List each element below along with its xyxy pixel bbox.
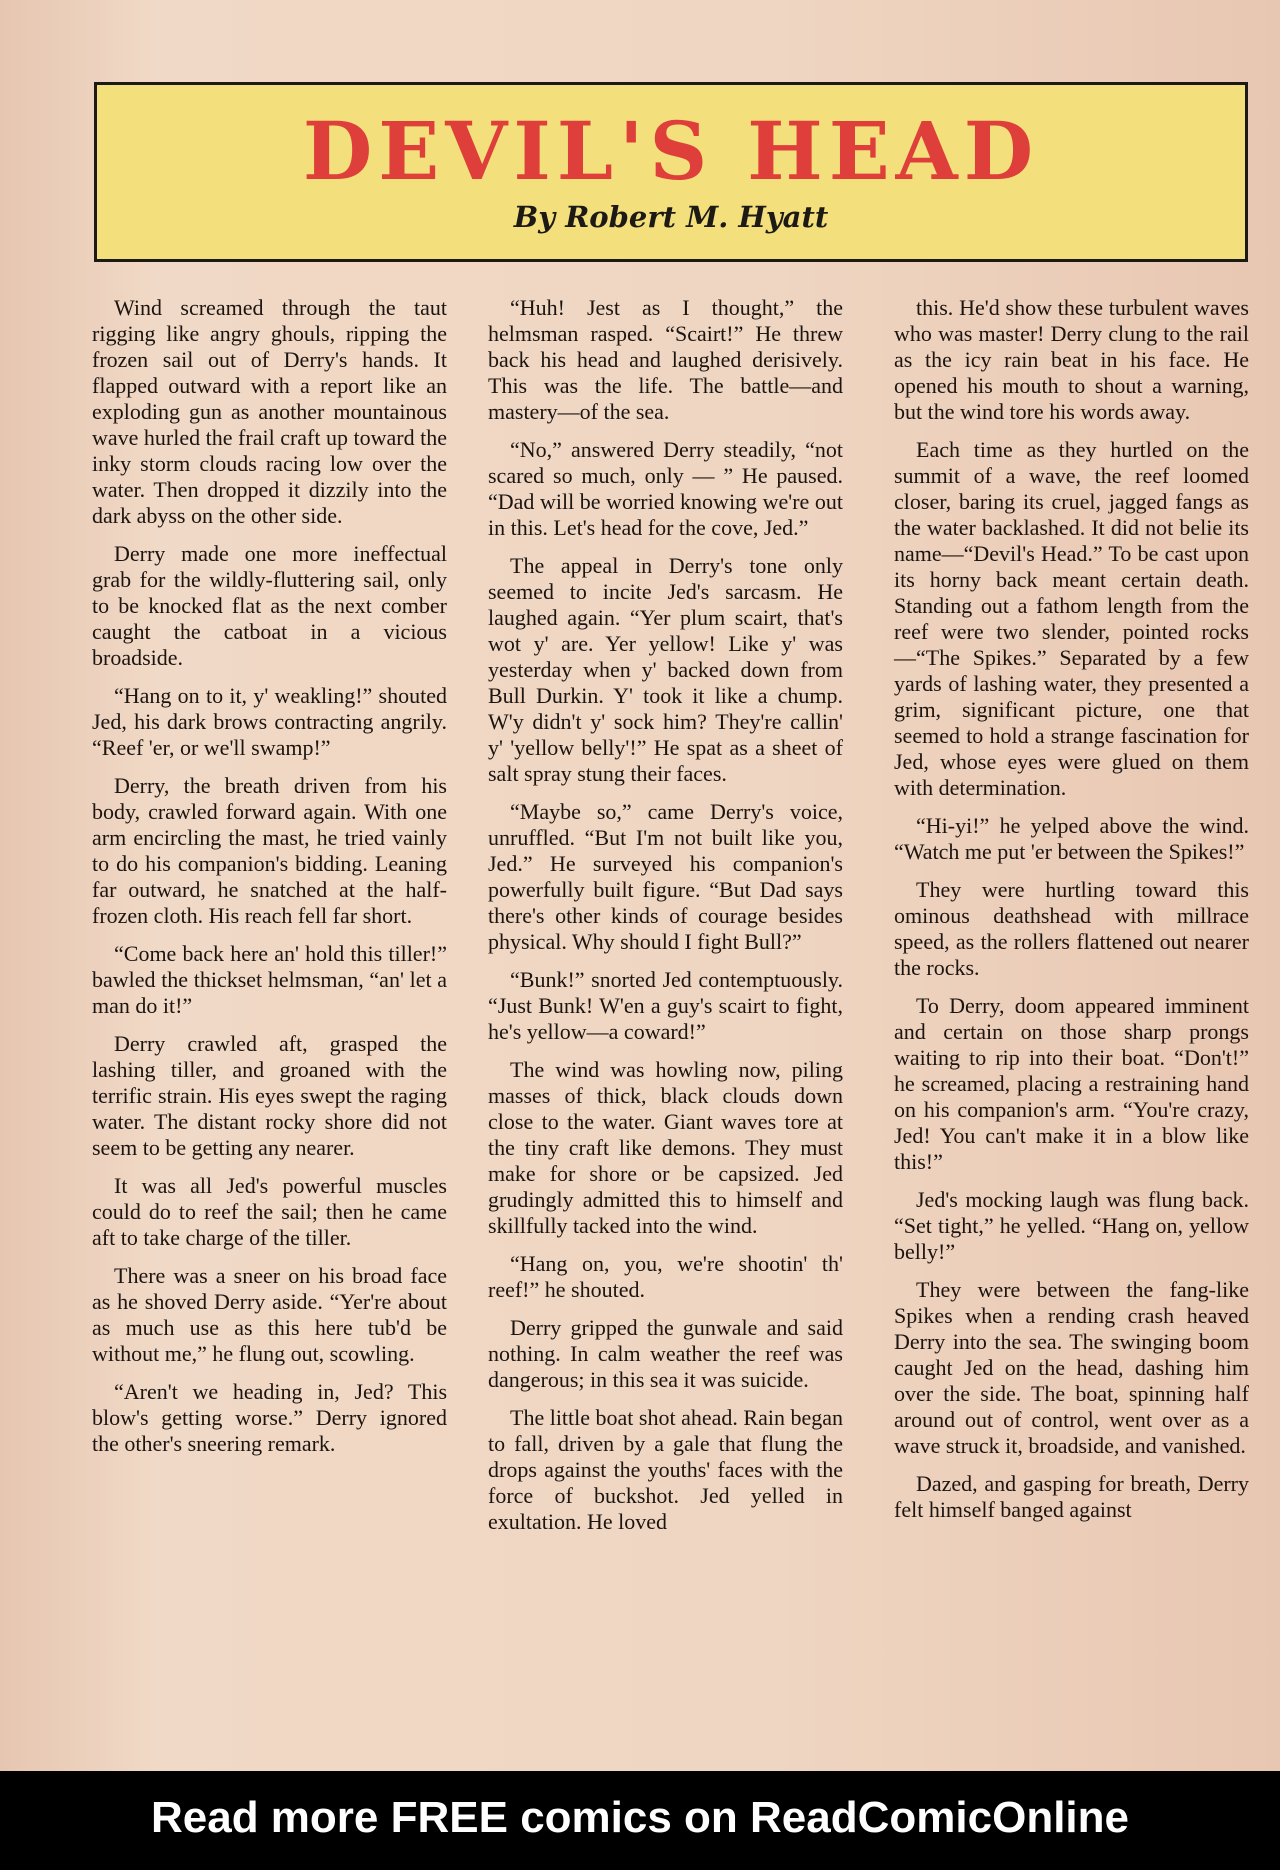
paragraph: “No,” answered Derry steadily, “not scared so much, only — ” He paused. “Dad will be worried knowing we're out in this. Let's head for the cove, Jed.”	[488, 437, 843, 540]
paragraph: Derry made one more ineffectual grab for the wildly-fluttering sail, only to be knocked flat as the next comber caught the catboat in a vicious broadside.	[92, 541, 447, 670]
promo-banner	[0, 1771, 1280, 1870]
paragraph: They were hurtling toward this ominous deathshead with millrace speed, as the rollers flattened out nearer the rocks.	[894, 877, 1249, 980]
text-column-1	[92, 295, 447, 1469]
paragraph: They were between the fang-like Spikes when a rending crash heaved Derry into the sea. The swinging boom caught Jed on the head, dashing him over the side. The boat, spinning half around out of control, went over as a wave struck it, broadside, and vanished.	[894, 1277, 1249, 1458]
text-column-2	[488, 295, 843, 1547]
paragraph: “Aren't we heading in, Jed? This blow's getting worse.” Derry ignored the other's sneering remark.	[92, 1379, 447, 1456]
promo-text: Read more FREE comics on ReadComicOnline	[150, 1793, 1129, 1842]
paragraph: “Hang on to it, y' weakling!” shouted Jed, his dark brows contracting angrily. “Reef 'er, or we'll swamp!”	[92, 683, 447, 760]
story-byline: By Robert M. Hyatt	[513, 200, 829, 234]
text-column-3	[894, 295, 1249, 1535]
paragraph: The little boat shot ahead. Rain began to fall, driven by a gale that flung the drops against the youths' faces with the force of buckshot. Jed yelled in exultation. He loved	[488, 1405, 843, 1534]
paragraph: Jed's mocking laugh was flung back. “Set tight,” he yelled. “Hang on, yellow belly!”	[894, 1187, 1249, 1264]
paragraph: Each time as they hurtled on the summit of a wave, the reef loomed closer, baring its cruel, jagged fangs as the water backlashed. It did not belie its name—“Devil's Head.” To be cast upon its horny back meant certain death. Standing out a fathom length from the reef were two slender, pointed rocks—“The Spikes.” Separated by a few yards of lashing water, they presented a grim, significant picture, one that seemed to hold a strange fascination for Jed, whose eyes were glued on them with determination.	[894, 437, 1249, 800]
paragraph: Dazed, and gasping for breath, Derry felt himself banged against	[894, 1471, 1249, 1522]
story-title: DEVIL'S HEAD	[302, 104, 1040, 198]
paragraph: To Derry, doom appeared imminent and certain on those sharp prongs waiting to rip into their boat. “Don't!” he screamed, placing a restraining hand on his companion's arm. “You're crazy, Jed! You can't make it in a blow like this!”	[894, 993, 1249, 1174]
paragraph: “Huh! Jest as I thought,” the helmsman rasped. “Scairt!” He threw back his head and laughed derisively. This was the life. The battle—and mastery—of the sea.	[488, 295, 843, 424]
paragraph: “Hi-yi!” he yelped above the wind. “Watch me put 'er between the Spikes!”	[894, 813, 1249, 864]
paragraph: “Bunk!” snorted Jed contemptuously. “Just Bunk! W'en a guy's scairt to fight, he's yellow—a coward!”	[488, 967, 843, 1044]
paragraph: Wind screamed through the taut rigging like angry ghouls, ripping the frozen sail out of Derry's hands. It flapped outward with a report like an exploding gun as another mountainous wave hurled the frail craft up toward the inky storm clouds racing low over the water. Then dropped it dizzily into the dark abyss on the other side.	[92, 295, 447, 528]
paragraph: There was a sneer on his broad face as he shoved Derry aside. “Yer're about as much use as this here tub'd be without me,” he flung out, scowling.	[92, 1263, 447, 1366]
paragraph: The wind was howling now, piling masses of thick, black clouds down close to the water. Giant waves tore at the tiny craft like demons. They must make for shore or be capsized. Jed grudingly admitted this to himself and skillfully tacked into the wind.	[488, 1057, 843, 1238]
paragraph: “Maybe so,” came Derry's voice, unruffled. “But I'm not built like you, Jed.” He surveyed his companion's powerfully built figure. “But Dad says there's other kinds of courage besides physical. Why should I fight Bull?”	[488, 799, 843, 954]
paragraph: It was all Jed's powerful muscles could do to reef the sail; then he came aft to take charge of the tiller.	[92, 1173, 447, 1250]
paragraph: Derry gripped the gunwale and said nothing. In calm weather the reef was dangerous; in this sea it was suicide.	[488, 1315, 843, 1392]
title-panel	[94, 82, 1248, 262]
paragraph: Derry, the breath driven from his body, crawled forward again. With one arm encircling the mast, he tried vainly to do his companion's bidding. Leaning far outward, he snatched at the half-frozen cloth. His reach fell far short.	[92, 773, 447, 928]
paragraph: The appeal in Derry's tone only seemed to incite Jed's sarcasm. He laughed again. “Yer plum scairt, that's wot y' are. Yer yellow! Like y' was yesterday when y' backed down from Bull Durkin. Y' took it like a chump. W'y didn't y' sock him? They're callin' y' 'yellow belly'!” He spat as a sheet of salt spray stung their faces.	[488, 553, 843, 786]
paragraph: this. He'd show these turbulent waves who was master! Derry clung to the rail as the icy rain beat in his face. He opened his mouth to shout a warning, but the wind tore his words away.	[894, 295, 1249, 424]
paragraph: “Hang on, you, we're shootin' th' reef!” he shouted.	[488, 1251, 843, 1302]
paragraph: Derry crawled aft, grasped the lashing tiller, and groaned with the terrific strain. His eyes swept the raging water. The distant rocky shore did not seem to be getting any nearer.	[92, 1031, 447, 1160]
paragraph: “Come back here an' hold this tiller!” bawled the thickset helmsman, “an' let a man do it!”	[92, 941, 447, 1018]
